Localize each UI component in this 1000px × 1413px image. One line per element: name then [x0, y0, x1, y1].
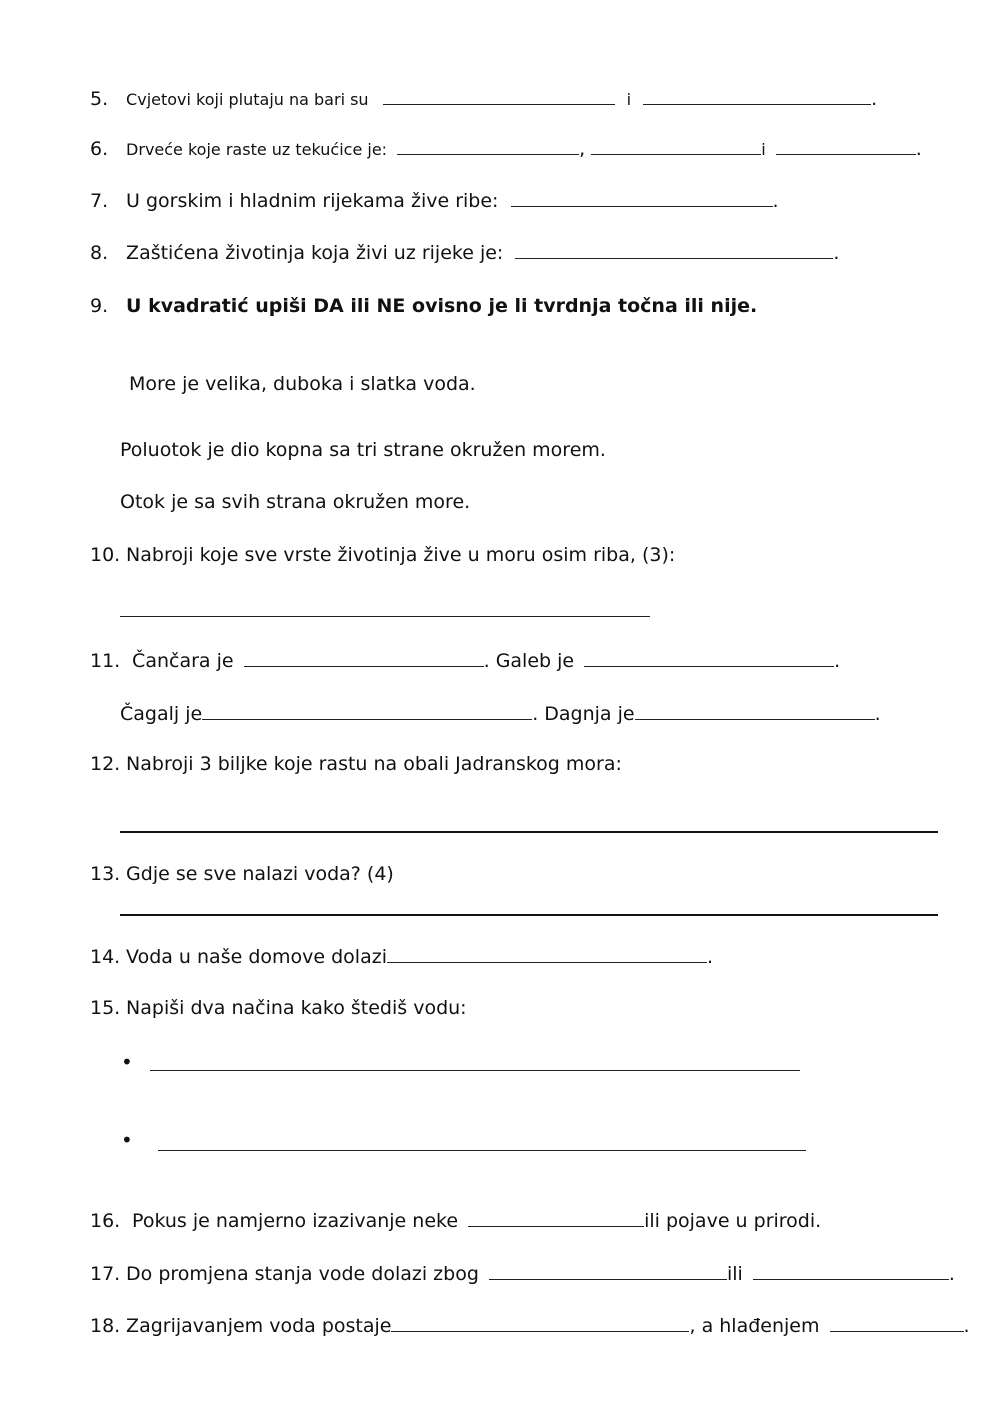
end-period: .	[772, 190, 779, 212]
statement-2	[120, 438, 606, 462]
answer-blank[interactable]	[383, 86, 615, 105]
bullet-icon: •	[121, 1128, 133, 1152]
answer-blank[interactable]	[244, 648, 484, 667]
answer-blank[interactable]	[515, 240, 833, 259]
question-text: Gdje se sve nalazi voda? (4)	[126, 863, 394, 885]
question-number: 11.	[90, 650, 121, 672]
answer-blank[interactable]	[753, 1261, 949, 1280]
conjunction: i	[761, 140, 766, 159]
question-number: 7.	[90, 190, 109, 212]
question-text: Pokus je namjerno izazivanje neke	[132, 1210, 459, 1232]
end-period: .	[706, 946, 714, 968]
question-number: 17.	[90, 1263, 121, 1285]
question-text: Čagalj je	[120, 703, 203, 725]
answer-blank[interactable]	[202, 701, 532, 720]
statement-text: Poluotok je dio kopna sa tri strane okružen morem.	[120, 439, 606, 461]
statement-1	[129, 372, 476, 396]
question-7	[90, 188, 779, 213]
question-16	[90, 1208, 821, 1233]
question-15	[90, 996, 467, 1020]
question-number: 6.	[90, 138, 109, 160]
question-6	[90, 136, 922, 162]
bullet-icon: •	[121, 1050, 133, 1074]
question-number: 15.	[90, 997, 121, 1019]
question-number: 12.	[90, 753, 121, 775]
question-number: 16.	[90, 1210, 121, 1232]
question-text: Nabroji koje sve vrste životinja žive u moru osim riba, (3):	[126, 544, 676, 566]
conjunction: i	[626, 90, 632, 109]
question-text: Napiši dva načina kako štediš vodu:	[126, 997, 467, 1019]
question-text: U kvadratić upiši DA ili NE ovisno je li tvrdnja točna ili nije.	[126, 295, 758, 317]
question-8	[90, 240, 839, 265]
end-period: .	[833, 242, 840, 264]
question-text: Voda u naše domove dolazi	[126, 946, 387, 968]
question-number: 5.	[90, 88, 109, 110]
question-text: Do promjena stanja vode dolazi zbog	[126, 1263, 479, 1285]
question-text: . Dagnja je	[532, 703, 635, 725]
answer-blank[interactable]	[468, 1208, 644, 1227]
question-text: Zagrijavanjem voda postaje	[126, 1315, 392, 1337]
answer-blank[interactable]	[584, 648, 834, 667]
question-text: ili pojave u prirodi.	[644, 1210, 822, 1232]
question-text: Nabroji 3 biljke koje rastu na obali Jadranskog mora:	[126, 753, 622, 775]
question-13	[90, 862, 394, 886]
question-text: Zaštićena životinja koja živi uz rijeke je:	[126, 242, 504, 264]
answer-blank[interactable]	[830, 1313, 964, 1332]
question-number: 8.	[90, 242, 109, 264]
question-text: . Galeb je	[483, 650, 575, 672]
answer-line[interactable]	[120, 616, 650, 617]
question-17	[90, 1261, 955, 1286]
statement-text: Otok je sa svih strana okružen more.	[120, 491, 471, 513]
statement-3	[120, 490, 470, 514]
question-9	[90, 294, 757, 318]
answer-line[interactable]	[150, 1070, 800, 1071]
end-period: .	[915, 138, 922, 160]
conjunction: ili	[726, 1263, 743, 1285]
end-period: .	[834, 650, 841, 672]
answer-blank[interactable]	[776, 136, 916, 155]
question-5	[90, 86, 877, 112]
answer-line[interactable]	[158, 1150, 806, 1151]
question-12	[90, 752, 622, 776]
question-number: 13.	[90, 863, 121, 885]
answer-line[interactable]	[120, 831, 938, 833]
question-11-cont	[120, 701, 881, 726]
answer-blank[interactable]	[397, 136, 579, 155]
question-text: Drveće koje raste uz tekućice je:	[126, 140, 388, 159]
end-period: .	[874, 703, 881, 725]
question-11	[90, 648, 840, 673]
question-text: Čančara je	[132, 650, 234, 672]
question-text: Cvjetovi koji plutaju na bari su	[126, 90, 369, 109]
statement-text: More je velika, duboka i slatka voda.	[129, 373, 476, 395]
separator: ,	[579, 138, 586, 160]
question-text: , a hlađenjem	[689, 1315, 820, 1337]
end-period: .	[963, 1315, 970, 1337]
question-10	[90, 543, 675, 567]
question-number: 10.	[90, 544, 121, 566]
question-14	[90, 944, 713, 969]
answer-blank[interactable]	[391, 1313, 689, 1332]
answer-blank[interactable]	[387, 944, 707, 963]
question-text: U gorskim i hladnim rijekama žive ribe:	[126, 190, 499, 212]
question-number: 18.	[90, 1315, 121, 1337]
answer-blank[interactable]	[489, 1261, 727, 1280]
question-number: 14.	[90, 946, 121, 968]
end-period: .	[871, 88, 878, 110]
question-18	[90, 1313, 970, 1338]
end-period: .	[948, 1263, 955, 1285]
answer-blank[interactable]	[643, 86, 871, 105]
question-number: 9.	[90, 295, 109, 317]
answer-blank[interactable]	[511, 188, 773, 207]
answer-blank[interactable]	[635, 701, 875, 720]
answer-line[interactable]	[120, 914, 938, 916]
answer-blank[interactable]	[591, 136, 761, 155]
